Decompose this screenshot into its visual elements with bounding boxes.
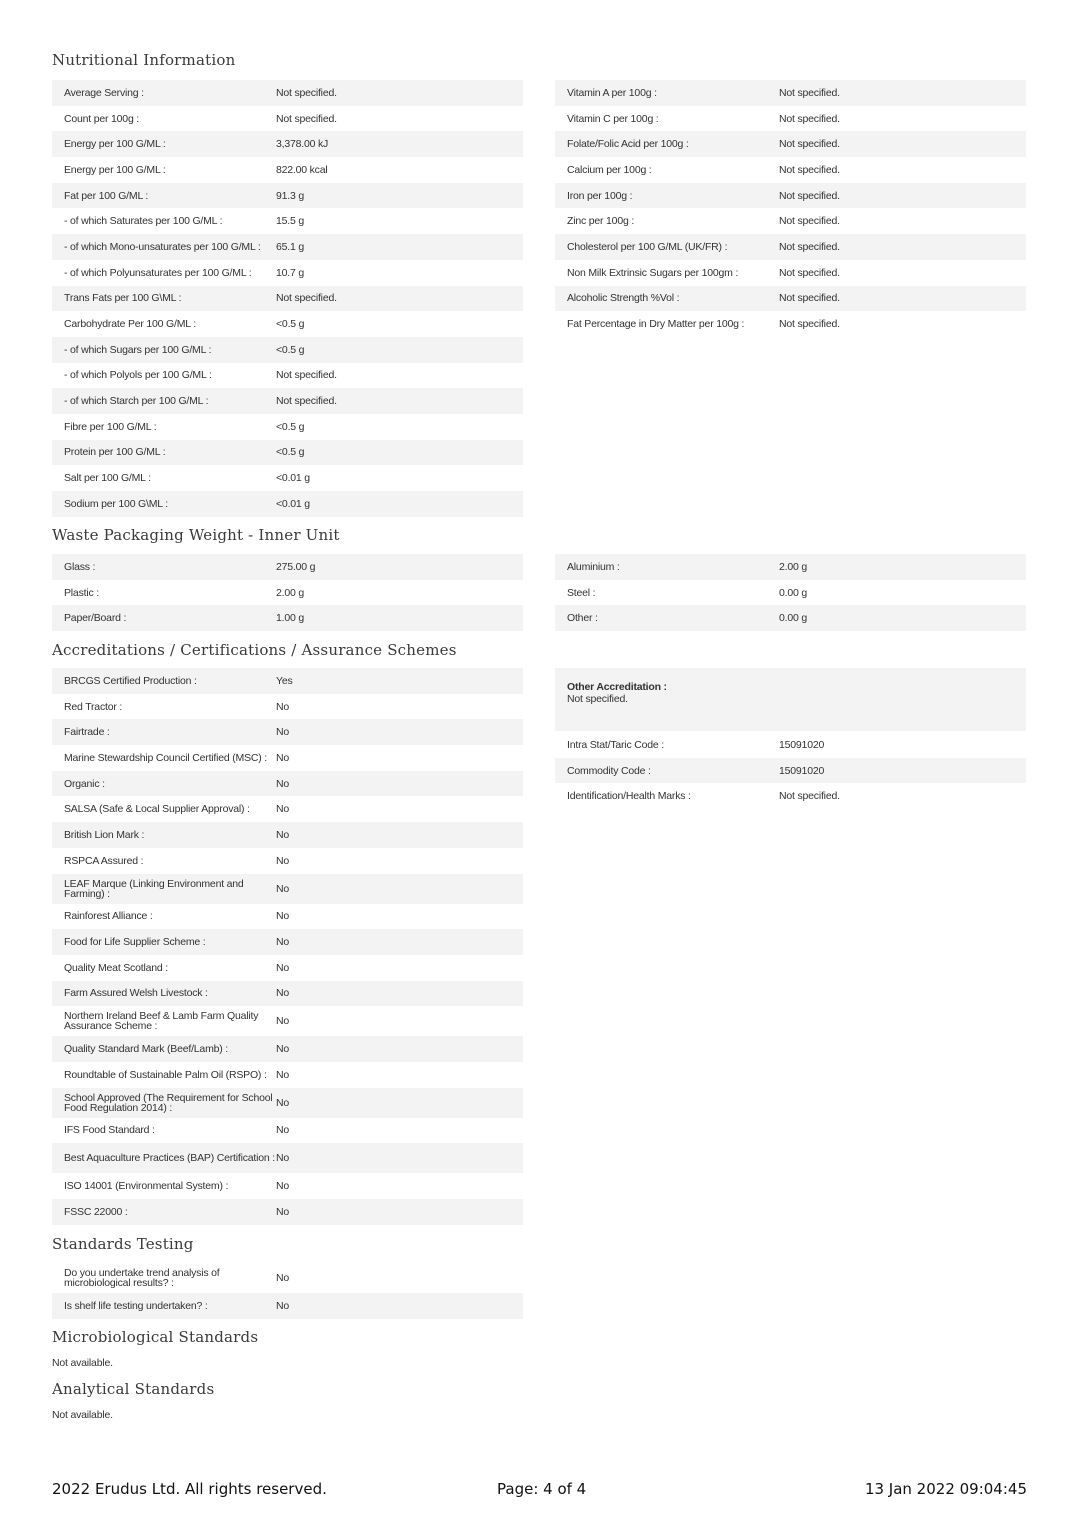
codes-table (555, 732, 1026, 809)
table-row (52, 605, 523, 631)
row-label: Salt per 100 G/ML : (64, 472, 151, 485)
row-value: Not specified. (276, 112, 337, 125)
table-row (52, 1263, 523, 1293)
table-row (52, 363, 523, 389)
row-value: 2.00 g (276, 586, 304, 599)
row-label: Marine Stewardship Council Certified (MSC) : (64, 751, 268, 764)
table-row (555, 580, 1026, 606)
row-label: Sodium per 100 G\ML : (64, 497, 168, 510)
row-label: Food for Life Supplier Scheme : (64, 936, 206, 949)
nutritional-title: Nutritional Information (52, 51, 236, 69)
table-row (52, 955, 523, 981)
microbiological-title: Microbiological Standards (52, 1328, 259, 1346)
row-value: No (276, 1015, 290, 1028)
table-row (52, 1199, 523, 1225)
table-row (52, 554, 523, 580)
row-label: Is shelf life testing undertaken? : (64, 1299, 208, 1312)
row-value: Not specified. (276, 369, 337, 382)
row-value: No (276, 1043, 290, 1056)
table-row (52, 1143, 523, 1173)
table-row (555, 157, 1026, 183)
table-row (52, 1062, 523, 1088)
table-row (52, 80, 523, 106)
row-value: No (276, 777, 290, 790)
row-label: Vitamin C per 100g : (567, 112, 659, 125)
row-value: No (276, 726, 290, 739)
row-value: Not specified. (276, 395, 337, 408)
row-label: Quality Meat Scotland : (64, 961, 168, 974)
standards-testing-title: Standards Testing (52, 1235, 194, 1253)
table-row (52, 874, 523, 904)
row-value: No (276, 882, 290, 895)
table-row (52, 157, 523, 183)
row-label: Iron per 100g : (567, 189, 633, 202)
table-row (555, 732, 1026, 758)
row-value: Not specified. (779, 292, 840, 305)
row-label: Energy per 100 G/ML : (64, 163, 166, 176)
row-value: 2.00 g (779, 560, 807, 573)
row-label: Identification/Health Marks : (567, 790, 691, 803)
row-label: Glass : (64, 560, 96, 573)
accreditations-table-left (52, 668, 523, 1225)
table-row (52, 1088, 523, 1118)
row-label: Paper/Board : (64, 612, 127, 625)
nutritional-table-left (52, 80, 523, 517)
row-value: 275.00 g (276, 560, 316, 573)
row-value: No (276, 803, 290, 816)
table-row (555, 208, 1026, 234)
row-value: Not specified. (779, 86, 840, 99)
row-label: Zinc per 100g : (567, 215, 635, 228)
row-label: Commodity Code : (567, 764, 651, 777)
row-value: 15091020 (779, 738, 825, 751)
row-value: No (276, 1180, 290, 1193)
table-row (52, 796, 523, 822)
row-label: Vitamin A per 100g : (567, 86, 657, 99)
row-label: BRCGS Certified Production : (64, 674, 197, 687)
row-value: Not specified. (276, 86, 337, 99)
row-label: IFS Food Standard : (64, 1124, 155, 1137)
row-value: Not specified. (276, 292, 337, 305)
row-label: British Lion Mark : (64, 828, 145, 841)
row-label: - of which Polyols per 100 G/ML : (64, 369, 212, 382)
row-value: Not specified. (779, 163, 840, 176)
table-row (52, 771, 523, 797)
row-value: Not specified. (779, 138, 840, 151)
row-label: Alcoholic Strength %Vol : (567, 292, 680, 305)
table-row (555, 783, 1026, 809)
analytical-text: Not available. (52, 1409, 113, 1421)
table-row (555, 758, 1026, 784)
row-label: Fairtrade : (64, 726, 110, 739)
row-label: Plastic : (64, 586, 99, 599)
row-label: Average Serving : (64, 86, 144, 99)
table-row (52, 414, 523, 440)
row-label: Protein per 100 G/ML : (64, 446, 166, 459)
packaging-table-left (52, 554, 523, 631)
row-label: Aluminium : (567, 560, 620, 573)
row-value: 91.3 g (276, 189, 304, 202)
row-value: Not specified. (779, 189, 840, 202)
row-label: Red Tractor : (64, 700, 123, 713)
row-value: No (276, 854, 290, 867)
other-accreditation-box (555, 668, 1026, 731)
row-value: <0.01 g (276, 472, 310, 485)
row-label: RSPCA Assured : (64, 854, 144, 867)
table-row (555, 131, 1026, 157)
row-label: FSSC 22000 : (64, 1205, 128, 1218)
row-label: Folate/Folic Acid per 100g : (567, 138, 689, 151)
table-row (52, 719, 523, 745)
row-label: Non Milk Extrinsic Sugars per 100gm : (567, 266, 739, 279)
row-label: Organic : (64, 777, 105, 790)
row-value: Yes (276, 674, 293, 687)
row-value: 1.00 g (276, 612, 304, 625)
row-value: <0.5 g (276, 446, 305, 459)
row-value: No (276, 751, 290, 764)
row-value: No (276, 1096, 290, 1109)
row-label: Calcium per 100g : (567, 163, 652, 176)
row-value: No (276, 700, 290, 713)
other-accreditation-value: Not specified. (567, 693, 628, 705)
table-row (52, 1293, 523, 1319)
table-row (52, 848, 523, 874)
table-row (52, 694, 523, 720)
row-value: No (276, 910, 290, 923)
table-row (52, 465, 523, 491)
row-value: No (276, 1299, 290, 1312)
table-row (52, 1173, 523, 1199)
row-value: No (276, 987, 290, 1000)
microbiological-text: Not available. (52, 1357, 113, 1369)
table-row (52, 311, 523, 337)
row-value: 0.00 g (779, 586, 807, 599)
row-value: <0.5 g (276, 420, 305, 433)
table-row (555, 234, 1026, 260)
row-label: Steel : (567, 586, 596, 599)
row-label: Carbohydrate Per 100 G/ML : (64, 318, 196, 331)
table-row (52, 388, 523, 414)
table-row (555, 311, 1026, 337)
row-value: <0.01 g (276, 497, 310, 510)
table-row (555, 183, 1026, 209)
row-label: SALSA (Safe & Local Supplier Approval) : (64, 803, 250, 816)
row-value: No (276, 828, 290, 841)
table-row (52, 904, 523, 930)
table-row (52, 929, 523, 955)
row-value: Not specified. (779, 240, 840, 253)
table-row (52, 822, 523, 848)
table-row (555, 286, 1026, 312)
table-row (52, 131, 523, 157)
row-value: 65.1 g (276, 240, 304, 253)
table-row (52, 668, 523, 694)
row-label: Rainforest Alliance : (64, 910, 153, 923)
table-row (52, 1006, 523, 1036)
table-row (52, 981, 523, 1007)
row-label: - of which Sugars per 100 G/ML : (64, 343, 212, 356)
table-row (52, 580, 523, 606)
row-value: Not specified. (779, 112, 840, 125)
row-value: <0.5 g (276, 343, 305, 356)
row-value: 0.00 g (779, 612, 807, 625)
row-label: Quality Standard Mark (Beef/Lamb) : (64, 1043, 228, 1056)
row-label: Fibre per 100 G/ML : (64, 420, 157, 433)
row-value: No (276, 1068, 290, 1081)
nutritional-table-right (555, 80, 1026, 337)
table-row (555, 106, 1026, 132)
footer-copyright: 2022 Erudus Ltd. All rights reserved. (52, 1480, 327, 1498)
row-value: Not specified. (779, 790, 840, 803)
table-row (52, 286, 523, 312)
row-label: Roundtable of Sustainable Palm Oil (RSPO) : (64, 1068, 267, 1081)
table-row (52, 260, 523, 286)
row-value: <0.5 g (276, 318, 305, 331)
row-label: Farm Assured Welsh Livestock : (64, 987, 208, 1000)
other-accreditation-heading: Other Accreditation : (567, 681, 667, 693)
table-row (555, 260, 1026, 286)
footer-datetime: 13 Jan 2022 09:04:45 (864, 1480, 1027, 1498)
row-label: LEAF Marque (Linking Environment and Farming) : (64, 877, 244, 900)
row-label: ISO 14001 (Environmental System) : (64, 1180, 229, 1193)
row-label: - of which Saturates per 100 G/ML : (64, 215, 223, 228)
row-label: Cholesterol per 100 G/ML (UK/FR) : (567, 240, 728, 253)
table-row (52, 208, 523, 234)
row-value: No (276, 936, 290, 949)
table-row (52, 1118, 523, 1144)
row-value: 10.7 g (276, 266, 304, 279)
row-value: 15091020 (779, 764, 825, 777)
footer-page-number: Page: 4 of 4 (497, 1480, 587, 1498)
row-label: Do you undertake trend analysis of microbiological results? : (64, 1267, 220, 1289)
row-value: No (276, 1152, 290, 1165)
table-row (555, 80, 1026, 106)
row-label: Fat per 100 G/ML : (64, 189, 149, 202)
row-value: 15.5 g (276, 215, 304, 228)
row-label: - of which Mono-unsaturates per 100 G/ML : (64, 240, 261, 253)
row-label: Other : (567, 612, 598, 625)
row-label: Trans Fats per 100 G\ML : (64, 292, 182, 305)
table-row (52, 440, 523, 466)
packaging-table-right (555, 554, 1026, 631)
row-label: Best Aquaculture Practices (BAP) Certification : (64, 1152, 275, 1165)
row-value: No (276, 1205, 290, 1218)
packaging-title: Waste Packaging Weight - Inner Unit (52, 526, 340, 544)
table-row (52, 491, 523, 517)
row-label: - of which Starch per 100 G/ML : (64, 395, 209, 408)
table-row (52, 745, 523, 771)
row-label: Energy per 100 G/ML : (64, 138, 166, 151)
standards-testing-table (52, 1263, 523, 1319)
table-row (555, 554, 1026, 580)
row-value: Not specified. (779, 215, 840, 228)
table-row (52, 337, 523, 363)
row-label: Intra Stat/Taric Code : (567, 738, 664, 751)
analytical-title: Analytical Standards (52, 1380, 215, 1398)
row-label: Northern Ireland Beef & Lamb Farm Quality Assurance Scheme : (64, 1010, 259, 1033)
row-value: No (276, 961, 290, 974)
row-value: 822.00 kcal (276, 163, 328, 176)
table-row (52, 183, 523, 209)
row-label: School Approved (The Requirement for School Food Regulation 2014) : (64, 1091, 273, 1114)
row-value: Not specified. (779, 318, 840, 331)
table-row (52, 106, 523, 132)
row-label: Fat Percentage in Dry Matter per 100g : (567, 318, 745, 331)
row-value: No (276, 1124, 290, 1137)
row-value: 3,378.00 kJ (276, 138, 329, 151)
table-row (52, 234, 523, 260)
table-row (555, 605, 1026, 631)
row-label: - of which Polyunsaturates per 100 G/ML : (64, 266, 252, 279)
row-value: Not specified. (779, 266, 840, 279)
row-value: No (276, 1272, 290, 1284)
table-row (52, 1036, 523, 1062)
row-label: Count per 100g : (64, 112, 140, 125)
accreditations-title: Accreditations / Certifications / Assurance Schemes (52, 641, 457, 659)
